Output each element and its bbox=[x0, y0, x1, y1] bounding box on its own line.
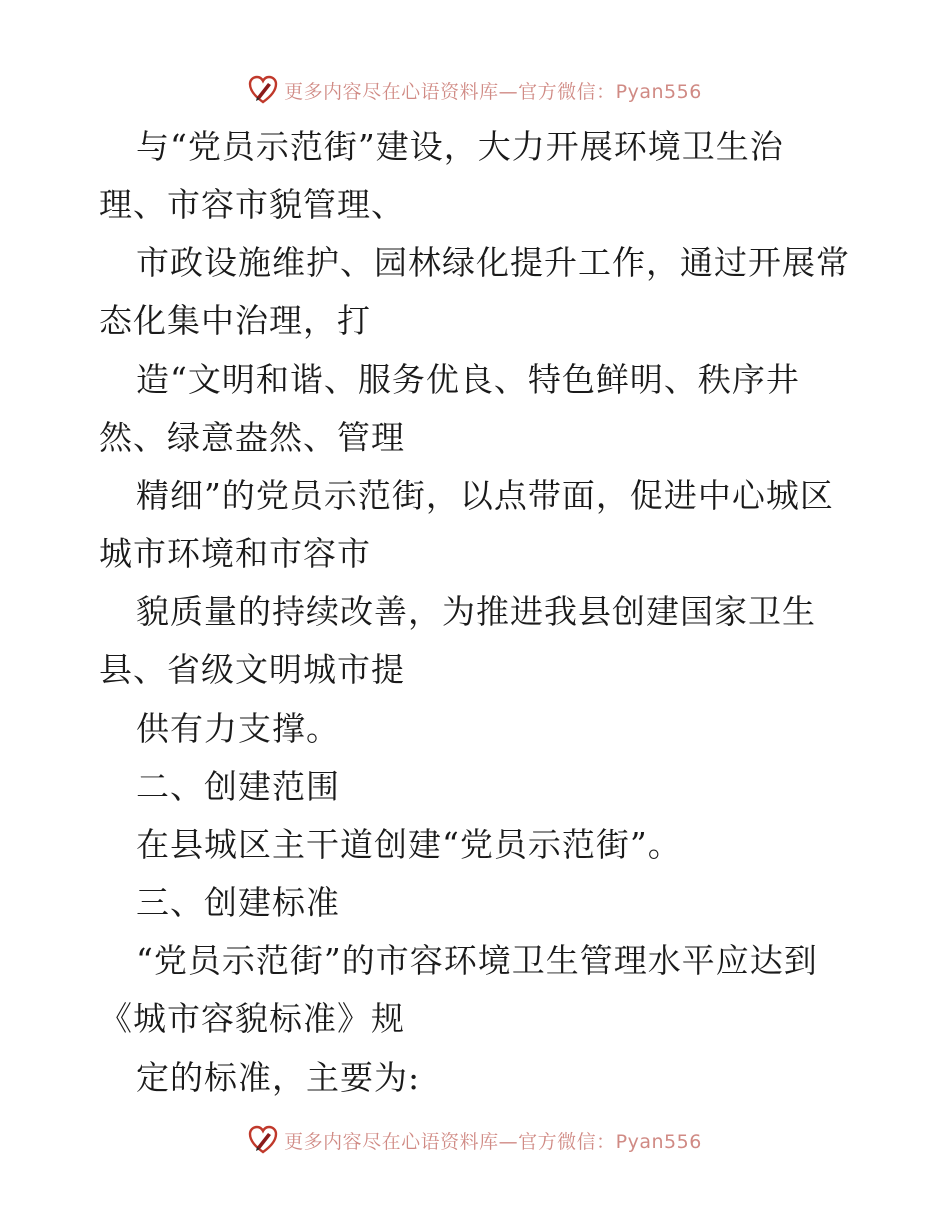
paragraph-line: 县、省级文明城市提 bbox=[99, 650, 405, 689]
paragraph-line: “党员示范街”的市容环境卫生管理水平应达到 bbox=[136, 941, 818, 980]
section-heading: 三、创建标准 bbox=[136, 883, 340, 922]
paragraph-line: 《城市容貌标准》规 bbox=[99, 999, 405, 1038]
paragraph-line: 造“文明和谐、服务优良、特色鲜明、秩序井 bbox=[136, 360, 800, 399]
paragraph-line: 定的标准，主要为: bbox=[136, 1058, 421, 1097]
paragraph-line: 在县城区主干道创建“党员示范街”。 bbox=[136, 825, 682, 864]
header-banner-text: 更多内容尽在心语资料库—官方微信：Pyan556 bbox=[284, 80, 702, 103]
paragraph-line: 态化集中治理，打 bbox=[99, 301, 371, 340]
footer-banner-text: 更多内容尽在心语资料库—官方微信：Pyan556 bbox=[284, 1130, 702, 1153]
paragraph-line: 理、市容市貌管理、 bbox=[99, 185, 405, 224]
footer-banner bbox=[0, 1120, 950, 1160]
paragraph-line: 城市环境和市容市 bbox=[99, 534, 371, 573]
paragraph-line: 供有力支撑。 bbox=[136, 709, 340, 748]
section-heading: 二、创建范围 bbox=[136, 767, 340, 806]
paragraph-line: 与“党员示范街”建设，大力开展环境卫生治 bbox=[136, 127, 784, 166]
paragraph-line: 然、绿意盎然、管理 bbox=[99, 418, 405, 457]
paragraph-line: 精细”的党员示范街，以点带面，促进中心城区 bbox=[136, 476, 834, 515]
paragraph-line: 貌质量的持续改善，为推进我县创建国家卫生 bbox=[136, 592, 816, 631]
paragraph-line: 市政设施维护、园林绿化提升工作，通过开展常 bbox=[136, 243, 850, 282]
heart-pen-logo-icon bbox=[248, 1125, 278, 1155]
